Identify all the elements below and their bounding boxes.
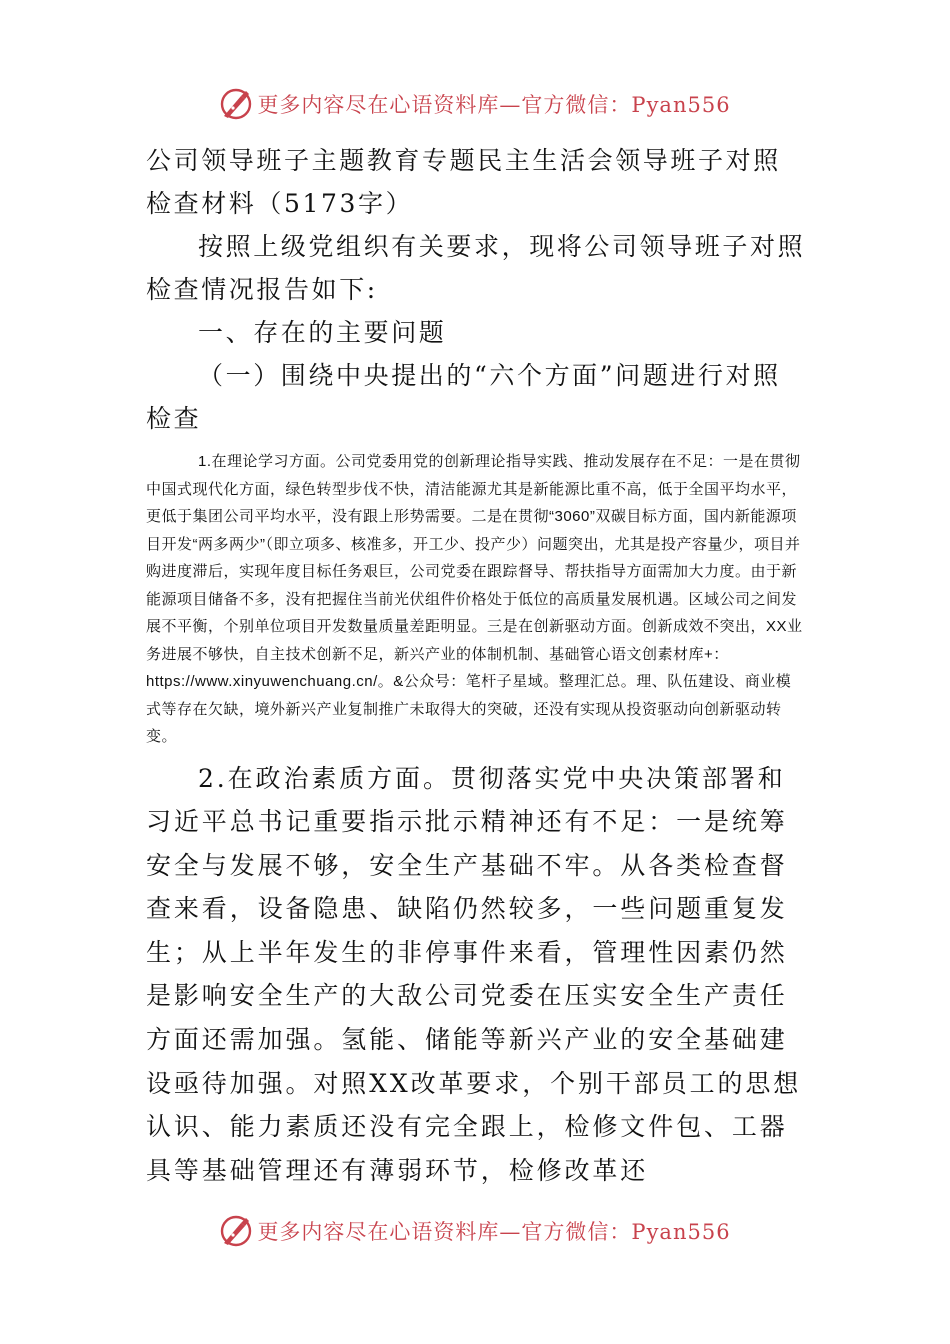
paragraph-theory-study: 1.在理论学习方面。公司党委用党的创新理论指导实践、推动发展存在不足：一是在贯彻中国式现代化方面，绿色转型步伐不快，清洁能源尤其是新能源比重不高，低于全国平均水平，更低于集团公司平均水平，没有跟上形势需要。二是在贯彻“3060”双碳目标方面，国内新能源项目开发“两多两少”（即立项多、核准多，开工少、投产少）问题突出，尤其是投产容量少，项目并购进度滞后，实现年度目标任务艰巨，公司党委在跟踪督导、帮扶指导方面需加大力度。由于新能源项目储备不多，没有把握住当前光伏组件价格处于低位的高质量发展机遇。区域公司之间发展不平衡，个别单位项目开发数量质量差距明显。三是在创新驱动方面。创新成效不突出，XX业务进展不够快，自主技术创新不足，新兴产业的体制机制、基础管心语文创素材库+：https://www.xinyuwenchuang.cn/。&公众号：笔杆子星域。整理汇总。理、队伍建设、商业模式等存在欠缺，境外新兴产业复制推广未取得大的突破，还没有实现从投资驱动向创新驱动转变。	[146, 453, 803, 745]
section-heading: 一、存在的主要问题	[198, 318, 447, 347]
document-title: 公司领导班子主题教育专题民主生活会领导班子对照检查材料（5173字）	[146, 146, 781, 218]
footer-banner	[0, 1211, 950, 1251]
header-banner-text: 更多内容尽在心语资料库—官方微信：Pyan556	[257, 93, 731, 117]
pen-nib-circle-logo-icon	[219, 87, 253, 121]
document-body	[146, 139, 806, 1192]
paragraph-political-quality: 2.在政治素质方面。贯彻落实党中央决策部署和习近平总书记重要指示批示精神还有不足：一是统筹安全与发展不够，安全生产基础不牢。从各类检查督查来看，设备隐患、缺陷仍然较多，一些问题重复发生；从上半年发生的非停事件来看，管理性因素仍然是影响安全生产的大敌公司党委在压实安全生产责任方面还需加强。氢能、储能等新兴产业的安全基础建设亟待加强。对照XX改革要求，个别干部员工的思想认识、能力素质还没有完全跟上，检修文件包、工器具等基础管理还有薄弱环节，检修改革还	[146, 763, 802, 1185]
subsection-heading: （一）围绕中央提出的“六个方面”问题进行对照检查	[146, 361, 781, 433]
header-banner	[0, 84, 950, 124]
document-intro: 按照上级党组织有关要求，现将公司领导班子对照检查情况报告如下:	[146, 232, 806, 304]
footer-banner-text: 更多内容尽在心语资料库—官方微信：Pyan556	[257, 1220, 731, 1244]
pen-nib-circle-logo-icon	[219, 1214, 253, 1248]
